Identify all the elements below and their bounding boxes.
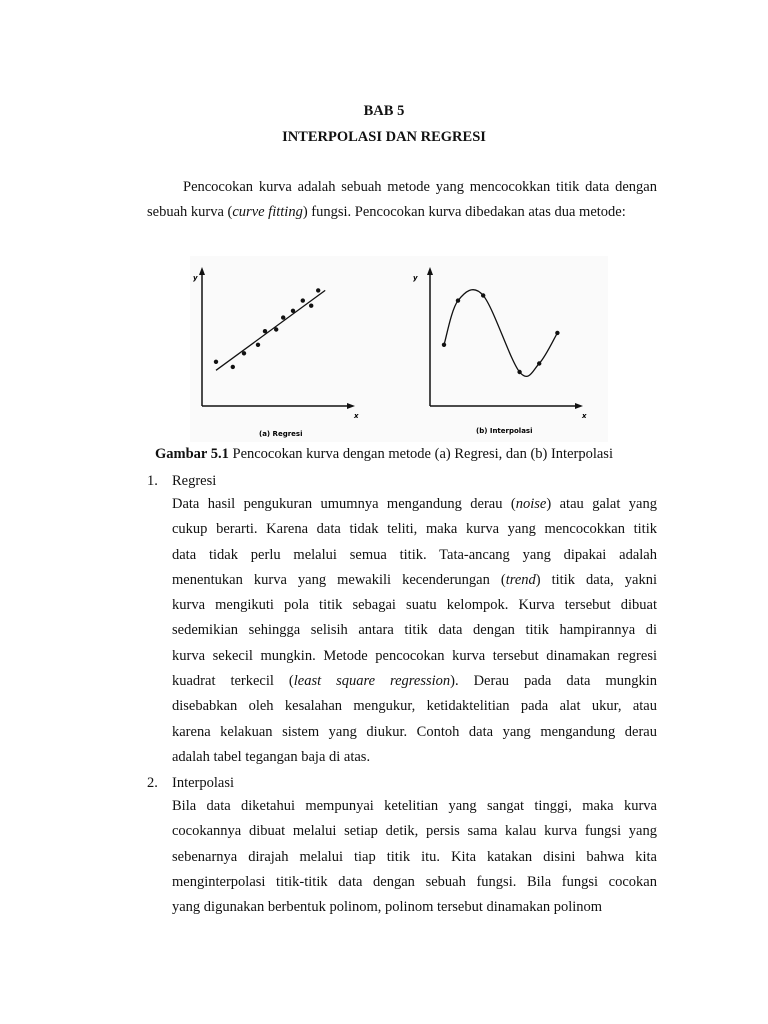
list-item-1-number: 1. bbox=[147, 473, 158, 489]
list-item-2-line: Bila data diketahui mempunyai ketelitian yang sangat tinggi, maka kurva bbox=[172, 798, 657, 814]
figure-svg bbox=[190, 256, 608, 442]
list-item-1-line: adalah tabel tegangan baja di atas. bbox=[172, 748, 371, 765]
list-item-2-body bbox=[172, 794, 657, 920]
list-item-1-line: kurva sekecil mungkin. Metode pencocokan kurva tersebut dinamakan regresi bbox=[172, 647, 657, 664]
list-item-1-title: Regresi bbox=[172, 473, 217, 489]
list-item-1-line: menentukan kurva yang mewakili kecenderungan (trend) titik data, yakni bbox=[172, 571, 657, 588]
list-item-1-line: karena kelakuan sistem yang diukur. Contoh data yang mengandung derau bbox=[172, 723, 657, 740]
list-item-2-line: yang digunakan berbentuk polinom, polinom tersebut dinamakan polinom bbox=[172, 899, 603, 916]
regression-data-point bbox=[263, 329, 267, 333]
panel-b-axes bbox=[413, 267, 587, 435]
list-item-2-line: cocokannya dibuat melalui setiap detik, persis sama kalau kurva fungsi yang bbox=[172, 823, 657, 840]
panel-a-x-label: x bbox=[354, 412, 359, 420]
figure-caption-text: Pencocokan kurva dengan metode (a) Regresi, dan (b) Interpolasi bbox=[228, 446, 613, 462]
panel-b-y-label: y bbox=[413, 274, 418, 282]
panel-b-x-arrow bbox=[575, 403, 583, 409]
regression-data-point bbox=[231, 365, 235, 369]
emphasized-term: trend bbox=[505, 571, 536, 588]
interpolation-data-point bbox=[537, 361, 541, 365]
figure-caption bbox=[0, 446, 768, 463]
list-item-1-line: cukup berarti. Karena data tidak teliti, maka kurva yang mencocokkan titik bbox=[172, 521, 657, 538]
figure-curve-fitting bbox=[190, 256, 608, 442]
intro-text-1: Pencocokan kurva adalah sebuah metode yang mencocokkan titik data dengan sebuah kurva ( bbox=[147, 179, 657, 221]
regression-data-point bbox=[256, 343, 260, 347]
list-item-1-heading bbox=[147, 471, 216, 491]
panel-a-y-arrow bbox=[199, 267, 205, 275]
regression-data-point bbox=[214, 360, 218, 364]
regression-data-point bbox=[291, 309, 295, 313]
interpolation-data-point bbox=[442, 343, 446, 347]
list-item-2-number: 2. bbox=[147, 775, 158, 791]
regression-data-point bbox=[309, 304, 313, 308]
interpolation-data-point bbox=[555, 331, 559, 335]
list-item-2-title: Interpolasi bbox=[172, 775, 235, 791]
panel-a-y-label: y bbox=[193, 274, 198, 282]
intro-text-2: ) fungsi. Pencocokan kurva dibedakan atas dua metode: bbox=[302, 204, 626, 221]
list-item-2-heading bbox=[147, 773, 234, 793]
regression-data-point bbox=[274, 327, 278, 331]
panel-b-x-label: x bbox=[582, 412, 587, 420]
interpolation-data-point bbox=[456, 298, 460, 302]
regression-line bbox=[216, 290, 325, 370]
emphasized-term: noise bbox=[515, 496, 547, 512]
list-item-1-body bbox=[172, 492, 657, 770]
emphasized-term: least square regression bbox=[293, 673, 451, 690]
intro-paragraph bbox=[147, 175, 657, 226]
figure-caption-number: Gambar 5.1 bbox=[155, 446, 229, 462]
chapter-number: BAB 5 bbox=[363, 103, 405, 119]
list-item-1-line: Data hasil pengukuran umumnya mengandung derau (noise) atau galat yang bbox=[172, 496, 657, 512]
panel-b-plot bbox=[442, 290, 560, 377]
interpolation-data-point bbox=[517, 370, 521, 374]
regression-data-point bbox=[316, 288, 320, 292]
panel-a-x-arrow bbox=[347, 403, 355, 409]
list-item-1-line: data tidak perlu melalui semua titik. Tata-ancang yang dipakai adalah bbox=[172, 546, 657, 563]
list-item-1-line: kuadrat terkecil (least square regression). Derau pada data mungkin bbox=[172, 673, 658, 690]
panel-a-axes bbox=[193, 267, 359, 438]
list-item-1-line: kurva mengikuti pola titik sebagai suatu kelompok. Kurva tersebut dibuat bbox=[172, 597, 657, 614]
regression-data-point bbox=[301, 298, 305, 302]
list-item-1-line: disebabkan oleh kesalahan mengukur, ketidaktelitian pada alat ukur, atau bbox=[172, 698, 657, 715]
panel-b-y-arrow bbox=[427, 267, 433, 275]
interpolation-data-point bbox=[481, 293, 485, 297]
panel-a-caption: (a) Regresi bbox=[259, 430, 303, 438]
intro-term-curve-fitting: curve fitting bbox=[232, 204, 303, 221]
list-item-2-line: sebenarnya dirajah melalui tiap titik itu. Kita katakan disini bahwa kita bbox=[172, 848, 657, 865]
panel-a-plot bbox=[214, 288, 325, 370]
regression-data-point bbox=[242, 351, 246, 355]
panel-b-caption: (b) Interpolasi bbox=[476, 427, 533, 435]
regression-data-point bbox=[281, 315, 285, 319]
list-item-1-line: sedemikian sehingga selisih antara titik data dengan titik hampirannya di bbox=[172, 622, 657, 639]
chapter-title: INTERPOLASI DAN REGRESI bbox=[282, 129, 486, 145]
list-item-2-line: menginterpolasi titik-titik data dengan sebuah fungsi. Bila fungsi cocokan bbox=[172, 873, 657, 890]
